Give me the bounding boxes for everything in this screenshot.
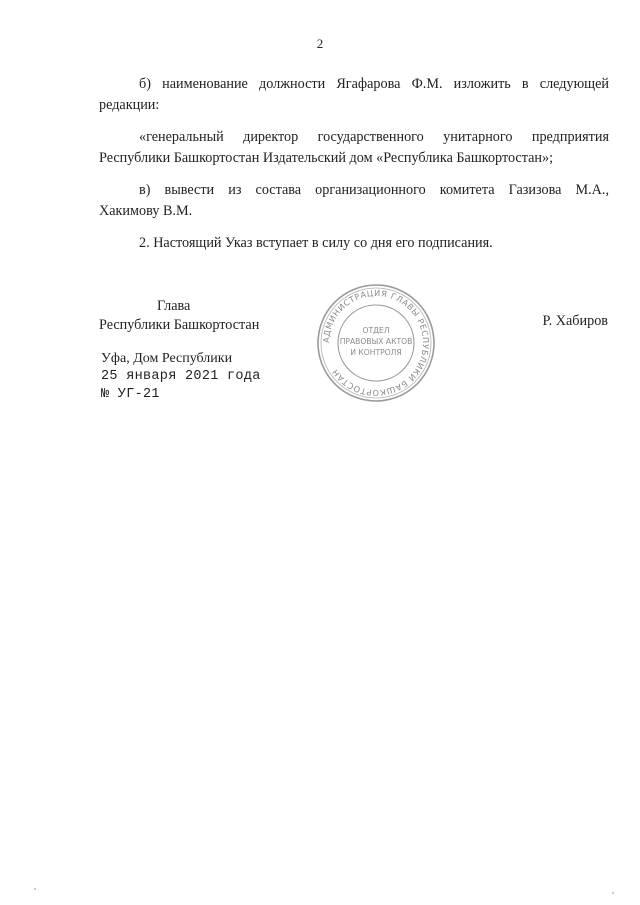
signatory-title-line1: Глава	[157, 298, 191, 314]
official-seal-stamp	[315, 282, 437, 404]
paragraph-line: Хакимову В.М.	[99, 203, 193, 219]
decree-number: № УГ-21	[101, 387, 160, 402]
seal-center-line3: И КОНТРОЛЯ	[350, 348, 402, 357]
signatory-name: Р. Хабиров	[542, 313, 608, 329]
signing-date: 25 января 2021 года	[101, 369, 261, 384]
paragraph-line: Республики Башкортостан Издательский дом «Республика Башкортостан»;	[99, 150, 554, 166]
scan-speck	[34, 888, 36, 890]
seal-center-line2: ПРАВОВЫХ АКТОВ	[339, 337, 413, 346]
paragraph-b-quote	[99, 127, 609, 169]
signatory-title	[99, 297, 259, 335]
paragraph-line: в) вывести из состава организационного комитета Газизова М.А.,	[139, 182, 609, 198]
seal-graphic	[315, 282, 437, 404]
paragraph-line: редакции:	[99, 97, 160, 113]
signatory-title-line2: Республики Башкортостан	[99, 317, 260, 333]
signing-place: Уфа, Дом Республики	[101, 351, 233, 366]
paragraph-line: «генеральный директор государственного унитарного предприятия	[139, 129, 609, 145]
seal-ring-text: АДМИНИСТРАЦИЯ ГЛАВЫ РЕСПУБЛИКИ БАШКОРТОСТАН	[320, 287, 432, 399]
paragraph-line: 2. Настоящий Указ вступает в силу со дня его подписания.	[139, 235, 493, 251]
paragraph-v	[99, 180, 609, 222]
scan-speck	[612, 892, 614, 894]
place-and-date	[101, 350, 261, 404]
paragraph-line: б) наименование должности Ягафарова Ф.М. изложить в следующей	[139, 76, 609, 92]
seal-center-line1: ОТДЕЛ	[362, 326, 390, 335]
decree-body	[99, 74, 609, 265]
paragraph-2	[99, 233, 609, 254]
paragraph-b	[99, 74, 609, 116]
page-number: 2	[316, 36, 324, 51]
